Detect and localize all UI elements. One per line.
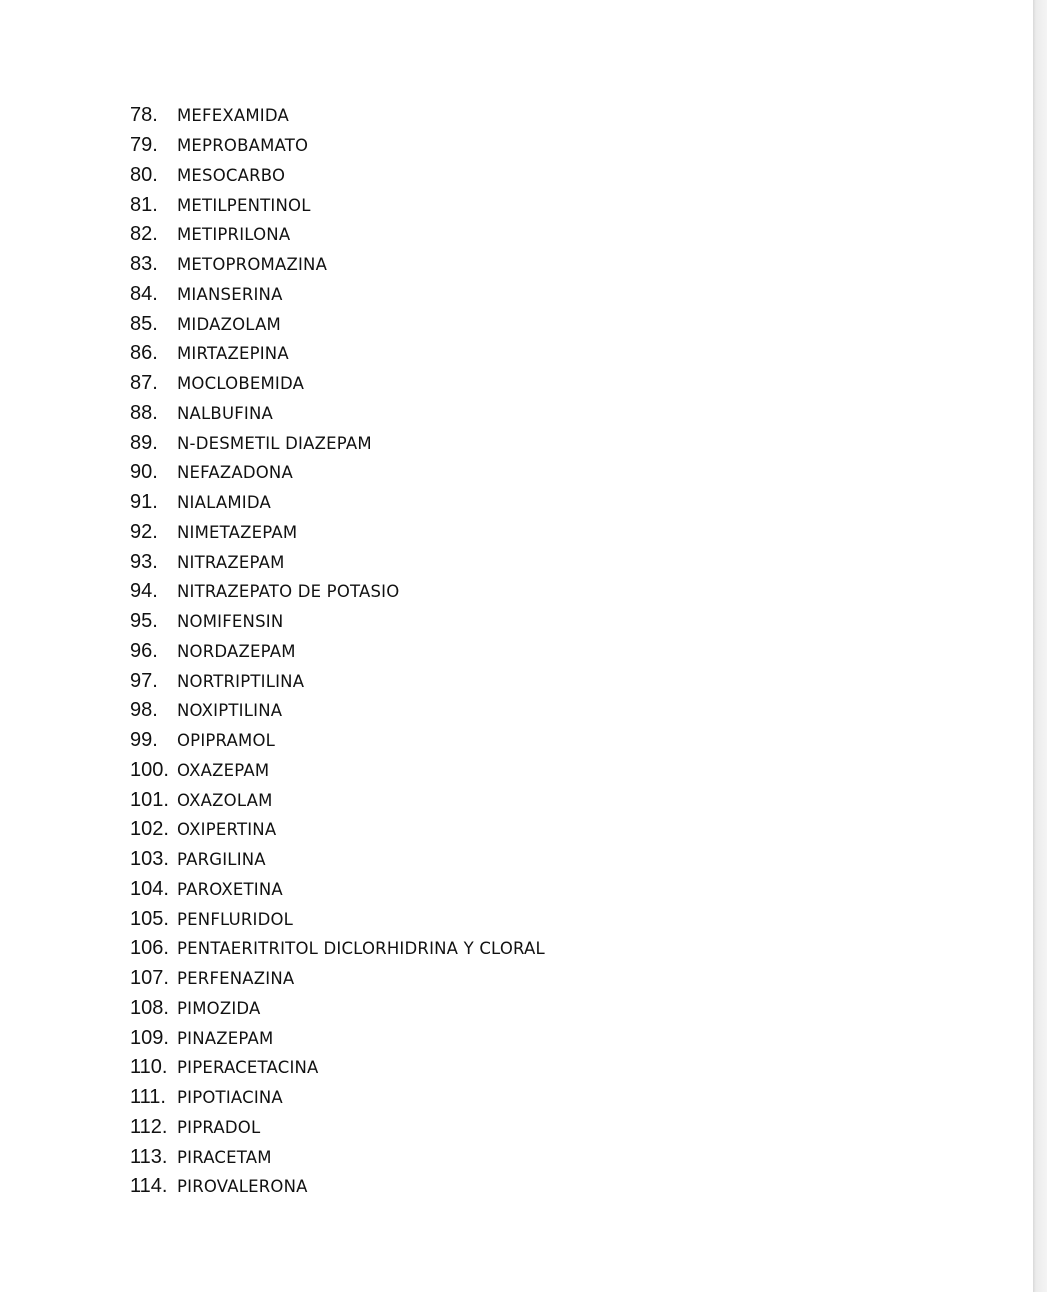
item-number: 110. xyxy=(130,1056,168,1079)
list-item xyxy=(130,1083,545,1113)
item-number: 95. xyxy=(130,610,158,633)
item-number: 80. xyxy=(130,163,158,186)
item-number: 86. xyxy=(130,342,158,365)
list-item xyxy=(130,845,545,875)
item-name: METIPRILONA xyxy=(177,225,291,245)
item-number: 113. xyxy=(130,1145,168,1168)
item-number: 102. xyxy=(130,818,169,841)
list-item xyxy=(130,815,545,845)
item-name: NITRAZEPAM xyxy=(177,552,285,572)
item-name: NORDAZEPAM xyxy=(177,641,296,661)
item-number: 108. xyxy=(130,996,169,1019)
item-number: 96. xyxy=(130,639,158,662)
list-item xyxy=(130,161,545,191)
item-number: 92. xyxy=(130,520,158,543)
list-item xyxy=(130,607,545,637)
item-number: 88. xyxy=(130,401,158,424)
list-item xyxy=(130,399,545,429)
item-number: 82. xyxy=(130,223,158,246)
item-number: 85. xyxy=(130,312,158,335)
list-item xyxy=(130,547,545,577)
item-number: 105. xyxy=(130,907,169,930)
item-name: NORTRIPTILINA xyxy=(177,671,305,691)
list-item xyxy=(130,1142,545,1172)
item-number: 106. xyxy=(130,937,169,960)
item-name: NOXIPTILINA xyxy=(177,701,283,721)
item-name: PARGILINA xyxy=(177,850,266,870)
list-item xyxy=(130,875,545,905)
item-name: PENFLURIDOL xyxy=(177,909,294,929)
list-item xyxy=(130,101,545,131)
list-item xyxy=(130,428,545,458)
list-item xyxy=(130,1172,545,1202)
item-name: MEFEXAMIDA xyxy=(177,106,289,126)
item-number: 101. xyxy=(130,788,169,811)
item-name: PIMOZIDA xyxy=(177,998,261,1018)
item-name: PAROXETINA xyxy=(177,879,283,899)
list-item xyxy=(130,726,545,756)
item-number: 84. xyxy=(130,282,158,305)
item-name: OXAZOLAM xyxy=(177,790,273,810)
item-name: METILPENTINOL xyxy=(177,195,311,215)
item-name: PIPRADOL xyxy=(177,1117,261,1137)
item-number: 93. xyxy=(130,550,158,573)
item-name: PIRACETAM xyxy=(177,1147,272,1167)
item-number: 89. xyxy=(130,431,158,454)
list-item xyxy=(130,637,545,667)
list-item xyxy=(130,309,545,339)
page-edge-shadow xyxy=(1033,0,1047,1292)
item-number: 90. xyxy=(130,461,158,484)
item-number: 97. xyxy=(130,669,158,692)
list-item xyxy=(130,488,545,518)
item-number: 104. xyxy=(130,877,169,900)
item-number: 98. xyxy=(130,699,158,722)
item-name: MESOCARBO xyxy=(177,165,286,185)
list-item xyxy=(130,785,545,815)
item-number: 94. xyxy=(130,580,158,603)
item-name: PIPOTIACINA xyxy=(177,1088,283,1108)
substance-list xyxy=(130,101,545,1202)
list-item xyxy=(130,994,545,1024)
item-name: NOMIFENSIN xyxy=(177,612,284,632)
item-number: 111. xyxy=(130,1086,166,1109)
item-number: 83. xyxy=(130,253,158,276)
item-number: 114. xyxy=(130,1175,168,1198)
item-number: 81. xyxy=(130,193,158,216)
item-name: PERFENAZINA xyxy=(177,969,295,989)
list-item xyxy=(130,369,545,399)
item-name: PENTAERITRITOL DICLORHIDRINA Y CLORAL xyxy=(177,939,545,959)
item-name: METOPROMAZINA xyxy=(177,255,328,275)
item-number: 112. xyxy=(130,1115,168,1138)
list-item xyxy=(130,1023,545,1053)
item-number: 103. xyxy=(130,848,169,871)
item-name: MOCLOBEMIDA xyxy=(177,374,305,394)
item-number: 99. xyxy=(130,729,158,752)
item-name: MEPROBAMATO xyxy=(177,136,309,156)
item-number: 100. xyxy=(130,758,169,781)
list-item xyxy=(130,131,545,161)
list-item xyxy=(130,458,545,488)
item-name: NITRAZEPATO DE POTASIO xyxy=(177,582,400,602)
item-name: NALBUFINA xyxy=(177,403,274,423)
item-name: OPIPRAMOL xyxy=(177,731,276,751)
item-number: 78. xyxy=(130,104,158,127)
item-number: 107. xyxy=(130,967,169,990)
item-name: MIRTAZEPINA xyxy=(177,344,289,364)
list-item xyxy=(130,904,545,934)
list-item xyxy=(130,190,545,220)
item-name: OXAZEPAM xyxy=(177,760,270,780)
item-number: 79. xyxy=(130,134,158,157)
list-item xyxy=(130,756,545,786)
item-name: PIROVALERONA xyxy=(177,1177,308,1197)
item-name: MIDAZOLAM xyxy=(177,314,281,334)
item-name: PIPERACETACINA xyxy=(177,1058,319,1078)
list-item xyxy=(130,518,545,548)
list-item xyxy=(130,1053,545,1083)
list-item xyxy=(130,934,545,964)
list-item xyxy=(130,1113,545,1143)
list-item xyxy=(130,220,545,250)
item-number: 109. xyxy=(130,1026,169,1049)
item-name: PINAZEPAM xyxy=(177,1028,274,1048)
list-item xyxy=(130,250,545,280)
item-number: 91. xyxy=(130,491,158,514)
list-item xyxy=(130,666,545,696)
list-item xyxy=(130,964,545,994)
item-name: MIANSERINA xyxy=(177,284,283,304)
item-name: NEFAZADONA xyxy=(177,463,293,483)
list-item xyxy=(130,696,545,726)
item-name: N-DESMETIL DIAZEPAM xyxy=(177,433,372,453)
list-item xyxy=(130,280,545,310)
list-item xyxy=(130,339,545,369)
item-name: OXIPERTINA xyxy=(177,820,277,840)
list-item xyxy=(130,577,545,607)
item-number: 87. xyxy=(130,372,158,395)
item-name: NIALAMIDA xyxy=(177,493,271,513)
item-name: NIMETAZEPAM xyxy=(177,522,298,542)
